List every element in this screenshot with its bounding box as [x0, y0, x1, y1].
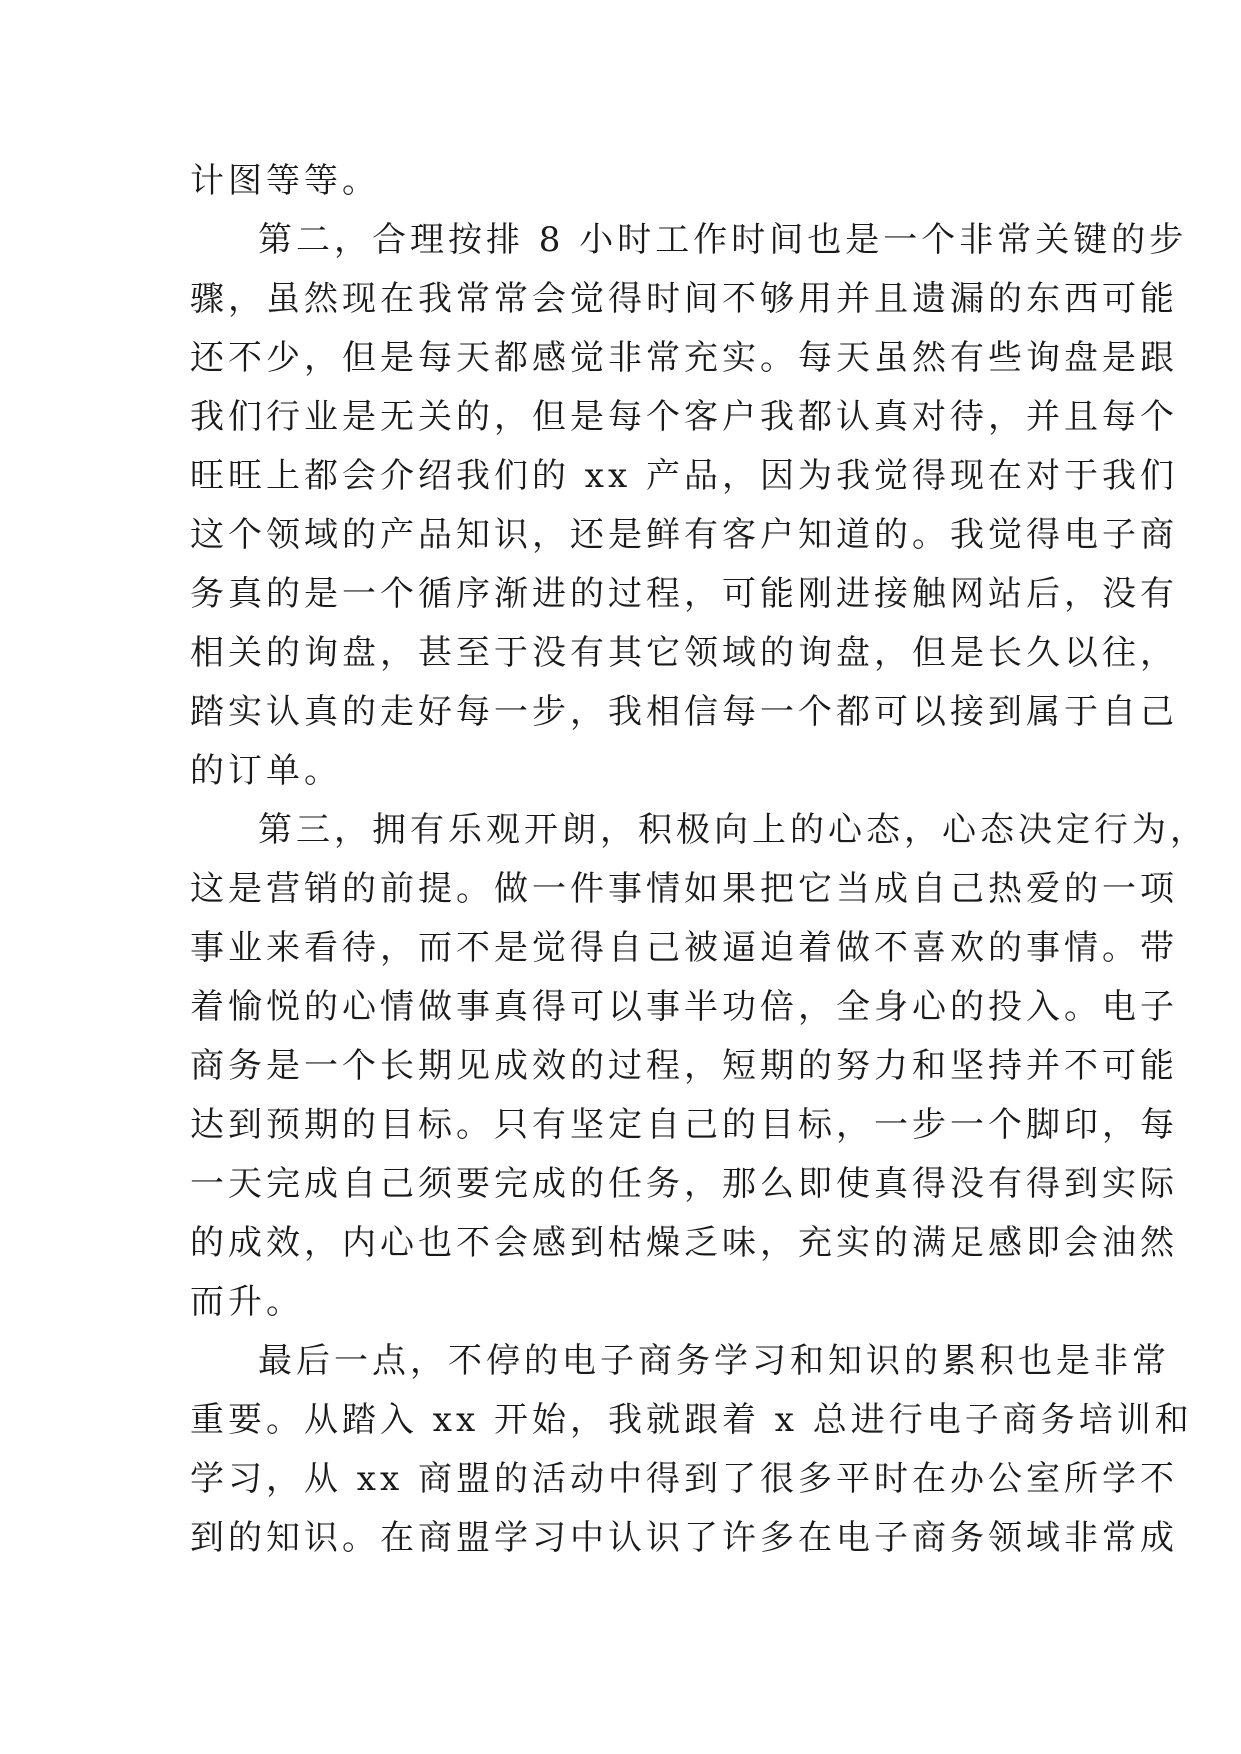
text-line: 第三，拥有乐观开朗，积极向上的心态，心态决定行为， [258, 810, 1208, 850]
text-line: 的成效，内心也不会感到枯燥乏味，充实的满足感即会油然 [190, 1223, 1178, 1263]
text-line: 旺旺上都会介绍我们的 xx 产品，因为我觉得现在对于我们 [190, 456, 1178, 496]
text-line: 计图等等。 [190, 161, 380, 201]
text-line: 学习，从 xx 商盟的活动中得到了很多平时在办公室所学不 [190, 1459, 1178, 1499]
document-body [190, 152, 1208, 1568]
text-line: 到的知识。在商盟学习中认识了许多在电子商务领域非常成 [190, 1518, 1178, 1558]
text-line: 踏实认真的走好每一步，我相信每一个都可以接到属于自己 [190, 692, 1178, 732]
text-line: 我们行业是无关的，但是每个客户我都认真对待，并且每个 [190, 397, 1178, 437]
text-line: 这是营销的前提。做一件事情如果把它当成自己热爱的一项 [190, 869, 1178, 909]
text-line: 事业来看待，而不是觉得自己被逼迫着做不喜欢的事情。带 [190, 928, 1178, 968]
text-line: 相关的询盘，甚至于没有其它领域的询盘，但是长久以往， [190, 633, 1178, 673]
text-line: 一天完成自己须要完成的任务，那么即使真得没有得到实际 [190, 1164, 1178, 1204]
text-line: 着愉悦的心情做事真得可以事半功倍，全身心的投入。电子 [190, 987, 1178, 1027]
text-line: 第二，合理按排 8 小时工作时间也是一个非常关键的步 [258, 220, 1188, 260]
text-line: 还不少，但是每天都感觉非常充实。每天虽然有些询盘是跟 [190, 338, 1178, 378]
text-line: 商务是一个长期见成效的过程，短期的努力和坚持并不可能 [190, 1046, 1178, 1086]
text-line: 的订单。 [190, 751, 342, 791]
text-line: 最后一点，不停的电子商务学习和知识的累积也是非常 [258, 1341, 1170, 1381]
text-line: 这个领域的产品知识，还是鲜有客户知道的。我觉得电子商 [190, 515, 1178, 555]
text-line: 而升。 [190, 1282, 304, 1322]
text-line: 骤，虽然现在我常常会觉得时间不够用并且遗漏的东西可能 [190, 279, 1178, 319]
text-line: 重要。从踏入 xx 开始，我就跟着 x 总进行电子商务培训和 [190, 1400, 1193, 1440]
text-line: 务真的是一个循序渐进的过程，可能刚进接触网站后，没有 [190, 574, 1178, 614]
text-line: 达到预期的目标。只有坚定自己的目标，一步一个脚印，每 [190, 1105, 1178, 1145]
